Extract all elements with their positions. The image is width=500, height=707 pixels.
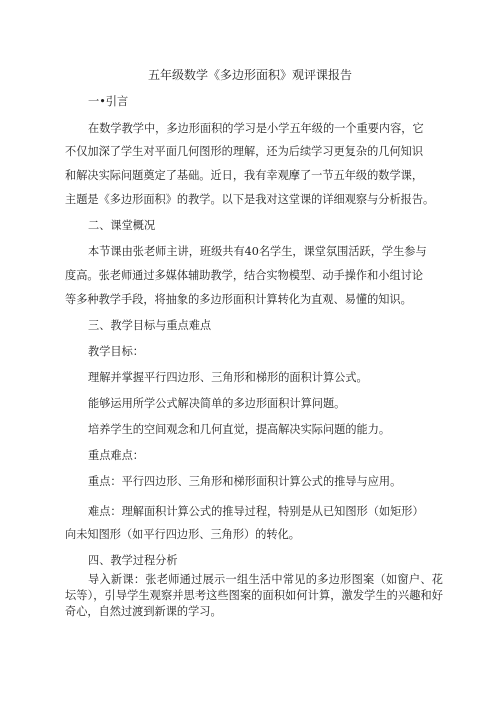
overview-line: 等多种教学手段，将抽象的多边形面积计算转化为直观、易懂的知识。 xyxy=(65,293,412,306)
key-point: 重点：平行四边形、三角形和梯形面积计算公式的推导与应用。 xyxy=(88,475,402,488)
overview-heading: 二、课堂概况 xyxy=(88,219,156,232)
overview-line: 本节课由张老师主讲，班级共有40名学生，课堂氛围活跃，学生参与 xyxy=(88,245,427,258)
goal-item: 培养学生的空间观念和几何直觉，提高解决实际问题的能力。 xyxy=(88,423,391,436)
intro-line: 在数学教学中，多边形面积的学习是小学五年级的一个重要内容，它 xyxy=(88,122,424,135)
intro-line: 和解决实际问题奠定了基础。近日，我有幸观摩了一节五年级的数学课， xyxy=(65,169,424,182)
process-heading: 四、教学过程分析 xyxy=(88,554,178,567)
difficulty-line: 难点：理解面积计算公式的推导过程，特别是从已知图形（如矩形） xyxy=(88,505,424,518)
intro-line: 不仅加深了学生对平面几何图形的理解，还为后续学习更复杂的几何知识 xyxy=(65,145,424,158)
intro-line: 主题是《多边形面积》的教学。以下是我对这堂课的详细观察与分析报告。 xyxy=(65,193,435,206)
goal-item: 理解并掌握平行四边形、三角形和梯形的面积计算公式。 xyxy=(88,371,368,384)
goal-item: 能够运用所学公式解决简单的多边形面积计算问题。 xyxy=(88,397,346,410)
overview-line: 度高。张老师通过多媒体辅助教学，结合实物模型、动手操作和小组讨论 xyxy=(65,269,424,282)
difficulty-line: 向未知图形（如平行四边形、三角形）的转化。 xyxy=(65,528,300,541)
goals-label: 教学目标： xyxy=(88,345,144,358)
intro-heading: 一•引言 xyxy=(88,95,129,108)
goals-heading: 三、教学目标与重点难点 xyxy=(88,319,212,332)
process-intro-paragraph: 导入新课：张老师通过展示一组生活中常见的多边形图案（如窗户、花坛等），引导学生观察并思考这些图案的面积如何计算，激发学生的兴趣和好奇心，自然过渡到新课的学习。 xyxy=(65,573,443,618)
key-points-label: 重点难点： xyxy=(88,449,144,462)
document-title: 五年级数学《多边形面积》观评课报告 xyxy=(147,68,352,82)
